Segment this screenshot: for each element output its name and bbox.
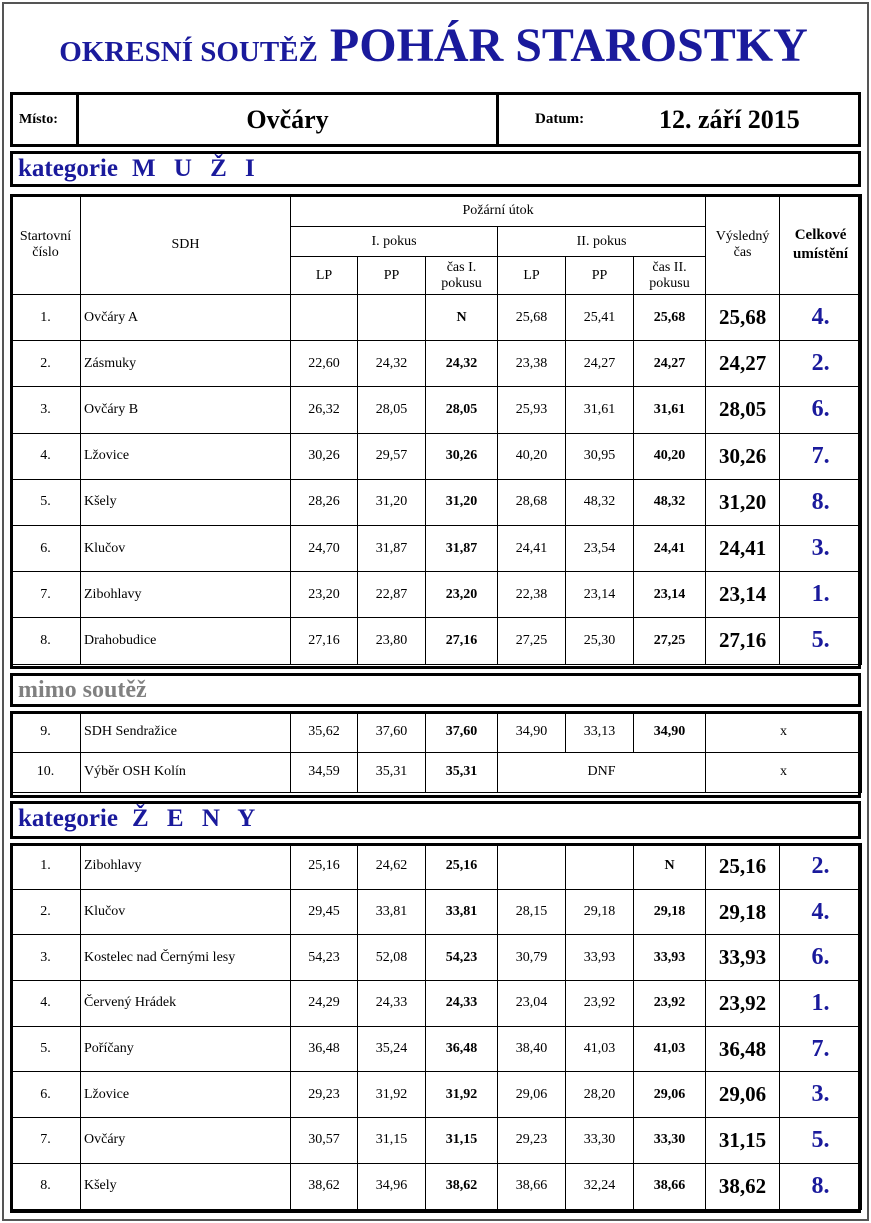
overall-rank: 8. (780, 479, 862, 525)
lp1-time: 23,20 (291, 572, 358, 618)
pp1-header: PP (358, 257, 426, 295)
pp2-time: 29,18 (566, 889, 634, 935)
pp2-time: 24,27 (566, 341, 634, 387)
attempt1-time: 27,16 (426, 618, 498, 664)
start-number: 8. (11, 618, 81, 664)
overall-rank: 4. (780, 295, 862, 341)
attempt1-time: 31,87 (426, 525, 498, 571)
pp2-header: PP (566, 257, 634, 295)
pp1-time: 33,81 (358, 889, 426, 935)
place-value: Ovčáry (79, 95, 499, 144)
lp2-time: 29,23 (498, 1118, 566, 1164)
attempt1-time: 24,33 (426, 981, 498, 1027)
team-name: Drahobudice (81, 618, 291, 664)
title-main: POHÁR STAROSTKY (329, 19, 808, 72)
result-time: 23,92 (706, 981, 780, 1027)
pp1-time: 35,31 (358, 752, 426, 793)
pp1-time (358, 295, 426, 341)
attempt2-status: DNF (498, 752, 706, 793)
lp1-time: 38,62 (291, 1163, 358, 1209)
attempt1-time: 38,62 (426, 1163, 498, 1209)
pp1-time: 23,80 (358, 618, 426, 664)
start-number: 5. (11, 1026, 81, 1072)
overall-rank: 8. (780, 1163, 862, 1209)
time1-header: čas I. pokusu (426, 257, 498, 295)
overall-rank: 3. (780, 1072, 862, 1118)
attempt1-time: 37,60 (426, 712, 498, 753)
result-time: 24,27 (706, 341, 780, 387)
lp2-time: 30,79 (498, 935, 566, 981)
overall-rank: 2. (780, 844, 862, 890)
team-name: SDH Sendražice (81, 712, 291, 753)
table-row (11, 295, 862, 341)
attempt2-time: 31,61 (634, 387, 706, 433)
overall-rank: 4. (780, 889, 862, 935)
lp2-time: 27,25 (498, 618, 566, 664)
team-name: Zibohlavy (81, 572, 291, 618)
result-time: 28,05 (706, 387, 780, 433)
attempt2-time: 48,32 (634, 479, 706, 525)
lp2-time: 25,68 (498, 295, 566, 341)
team-name: Ovčáry A (81, 295, 291, 341)
attempt1-time: 30,26 (426, 433, 498, 479)
table-row (11, 935, 862, 981)
lp1-header: LP (291, 257, 358, 295)
date-value: 12. září 2015 (659, 104, 800, 134)
start-number-header: Startovní číslo (11, 195, 81, 295)
pp1-time: 29,57 (358, 433, 426, 479)
category-name: M U Ž I (131, 155, 261, 182)
overall-rank: 7. (780, 1026, 862, 1072)
lp1-time: 30,57 (291, 1118, 358, 1164)
pp2-time: 25,30 (566, 618, 634, 664)
pp1-time: 34,96 (358, 1163, 426, 1209)
table-row (11, 889, 862, 935)
overall-rank: 6. (780, 935, 862, 981)
table-row (11, 572, 862, 618)
team-name: Lžovice (81, 1072, 291, 1118)
result-header: Výsledný čas (706, 195, 780, 295)
outside-competition-bar: mimo soutěž (10, 673, 861, 707)
attempt2-time: 25,68 (634, 295, 706, 341)
start-number: 7. (11, 1118, 81, 1164)
category-men-bar (10, 151, 861, 187)
result-time: x (706, 712, 862, 753)
pp2-time: 48,32 (566, 479, 634, 525)
pp2-time: 25,41 (566, 295, 634, 341)
lp1-time: 24,29 (291, 981, 358, 1027)
lp2-time: 24,41 (498, 525, 566, 571)
time2-header: čas II. pokusu (634, 257, 706, 295)
lp1-time: 26,32 (291, 387, 358, 433)
pp2-time: 23,54 (566, 525, 634, 571)
result-time: 29,06 (706, 1072, 780, 1118)
result-time: x (706, 752, 862, 793)
lp2-time: 23,04 (498, 981, 566, 1027)
overall-rank: 2. (780, 341, 862, 387)
pp1-time: 37,60 (358, 712, 426, 753)
team-name: Výběr OSH Kolín (81, 752, 291, 793)
table-row (11, 341, 862, 387)
table-row (11, 525, 862, 571)
lp1-time: 34,59 (291, 752, 358, 793)
start-number: 2. (11, 341, 81, 387)
lp2-time: 25,93 (498, 387, 566, 433)
result-time: 27,16 (706, 618, 780, 664)
start-number: 4. (11, 981, 81, 1027)
lp2-time: 40,20 (498, 433, 566, 479)
lp1-time: 25,16 (291, 844, 358, 890)
team-name: Zásmuky (81, 341, 291, 387)
attempt1-time: 31,15 (426, 1118, 498, 1164)
start-number: 9. (11, 712, 81, 753)
table-row (11, 1118, 862, 1164)
attempt2-time: 24,27 (634, 341, 706, 387)
overall-rank: 3. (780, 525, 862, 571)
attempt2-time: 29,18 (634, 889, 706, 935)
attempt2-time: 38,66 (634, 1163, 706, 1209)
outside-table (10, 711, 862, 793)
lp1-time: 36,48 (291, 1026, 358, 1072)
start-number: 6. (11, 1072, 81, 1118)
pp1-time: 52,08 (358, 935, 426, 981)
table-row (11, 1072, 862, 1118)
category-women-bar (10, 801, 861, 839)
lp1-time: 30,26 (291, 433, 358, 479)
lp1-time: 22,60 (291, 341, 358, 387)
result-time: 30,26 (706, 433, 780, 479)
team-name: Ovčáry B (81, 387, 291, 433)
overall-rank: 5. (780, 618, 862, 664)
date-label: Datum: (535, 111, 585, 127)
pp2-time: 33,93 (566, 935, 634, 981)
pp2-time: 30,95 (566, 433, 634, 479)
attempt1-time: 33,81 (426, 889, 498, 935)
pp1-time: 31,87 (358, 525, 426, 571)
table-row (11, 387, 862, 433)
attempt1-time: 31,92 (426, 1072, 498, 1118)
lp1-time (291, 295, 358, 341)
pp2-time: 32,24 (566, 1163, 634, 1209)
overall-rank: 5. (780, 1118, 862, 1164)
pp1-time: 24,62 (358, 844, 426, 890)
team-name: Červený Hrádek (81, 981, 291, 1027)
pp2-time: 23,14 (566, 572, 634, 618)
attempt2-time: 34,90 (634, 712, 706, 753)
start-number: 4. (11, 433, 81, 479)
title-prefix: OKRESNÍ SOUTĚŽ (59, 36, 318, 68)
pp2-time: 23,92 (566, 981, 634, 1027)
lp1-time: 29,45 (291, 889, 358, 935)
pp2-time: 28,20 (566, 1072, 634, 1118)
lp2-time: 38,40 (498, 1026, 566, 1072)
table-row (11, 752, 862, 793)
pp1-time: 24,33 (358, 981, 426, 1027)
attempt2-time: 29,06 (634, 1072, 706, 1118)
pp1-time: 31,20 (358, 479, 426, 525)
pp1-time: 35,24 (358, 1026, 426, 1072)
lp2-time: 29,06 (498, 1072, 566, 1118)
category-label: kategorie (18, 805, 118, 832)
overall-rank: 1. (780, 981, 862, 1027)
attempt2-time: 23,92 (634, 981, 706, 1027)
overall-rank: 7. (780, 433, 862, 479)
attempt1-time: N (426, 295, 498, 341)
rank-header: Celkové umístění (780, 195, 862, 295)
lp1-time: 29,23 (291, 1072, 358, 1118)
start-number: 5. (11, 479, 81, 525)
start-number: 6. (11, 525, 81, 571)
place-label: Místo: (13, 95, 79, 144)
women-table (10, 843, 862, 1210)
table-row (11, 844, 862, 890)
pp2-time: 31,61 (566, 387, 634, 433)
sdh-header: SDH (81, 195, 291, 295)
result-time: 36,48 (706, 1026, 780, 1072)
result-time: 24,41 (706, 525, 780, 571)
attempt1-time: 35,31 (426, 752, 498, 793)
result-time: 31,15 (706, 1118, 780, 1164)
pp2-time: 33,30 (566, 1118, 634, 1164)
pp2-time: 33,13 (566, 712, 634, 753)
attempt1-header: I. pokus (291, 227, 498, 257)
pp2-time: 41,03 (566, 1026, 634, 1072)
attempt1-time: 28,05 (426, 387, 498, 433)
info-bar (10, 92, 861, 147)
result-time: 38,62 (706, 1163, 780, 1209)
team-name: Klučov (81, 889, 291, 935)
lp2-time: 28,15 (498, 889, 566, 935)
attempt1-time: 23,20 (426, 572, 498, 618)
team-name: Ovčáry (81, 1118, 291, 1164)
lp2-time (498, 844, 566, 890)
lp2-time: 23,38 (498, 341, 566, 387)
pp1-time: 28,05 (358, 387, 426, 433)
lp1-time: 24,70 (291, 525, 358, 571)
page-title (0, 18, 867, 73)
pp2-time (566, 844, 634, 890)
attempt2-time: 41,03 (634, 1026, 706, 1072)
result-time: 29,18 (706, 889, 780, 935)
attempt2-time: 24,41 (634, 525, 706, 571)
start-number: 3. (11, 935, 81, 981)
lp2-header: LP (498, 257, 566, 295)
attempt2-time: 27,25 (634, 618, 706, 664)
overall-rank: 6. (780, 387, 862, 433)
attempt1-time: 31,20 (426, 479, 498, 525)
team-name: Poříčany (81, 1026, 291, 1072)
attempt1-time: 36,48 (426, 1026, 498, 1072)
table-row (11, 618, 862, 664)
start-number: 1. (11, 844, 81, 890)
start-number: 10. (11, 752, 81, 793)
attempt2-time: N (634, 844, 706, 890)
table-row (11, 1163, 862, 1209)
men-table (10, 194, 862, 665)
overall-rank: 1. (780, 572, 862, 618)
category-name: Ž E N Y (131, 805, 262, 832)
start-number: 2. (11, 889, 81, 935)
lp1-time: 28,26 (291, 479, 358, 525)
team-name: Lžovice (81, 433, 291, 479)
team-name: Kostelec nad Černými lesy (81, 935, 291, 981)
attempt1-time: 24,32 (426, 341, 498, 387)
result-time: 31,20 (706, 479, 780, 525)
table-row (11, 712, 862, 753)
attempt1-time: 25,16 (426, 844, 498, 890)
pp1-time: 31,15 (358, 1118, 426, 1164)
team-name: Kšely (81, 479, 291, 525)
attempt2-time: 33,30 (634, 1118, 706, 1164)
lp1-time: 27,16 (291, 618, 358, 664)
attempt1-time: 54,23 (426, 935, 498, 981)
attempt2-time: 40,20 (634, 433, 706, 479)
lp1-time: 35,62 (291, 712, 358, 753)
start-number: 1. (11, 295, 81, 341)
start-number: 8. (11, 1163, 81, 1209)
start-number: 7. (11, 572, 81, 618)
lp1-time: 54,23 (291, 935, 358, 981)
attack-header: Požární útok (291, 195, 706, 227)
table-row (11, 1026, 862, 1072)
lp2-time: 28,68 (498, 479, 566, 525)
team-name: Klučov (81, 525, 291, 571)
table-row (11, 981, 862, 1027)
category-label: kategorie (18, 155, 118, 182)
attempt2-time: 23,14 (634, 572, 706, 618)
lp2-time: 34,90 (498, 712, 566, 753)
result-time: 25,16 (706, 844, 780, 890)
pp1-time: 31,92 (358, 1072, 426, 1118)
result-time: 23,14 (706, 572, 780, 618)
pp1-time: 22,87 (358, 572, 426, 618)
table-row (11, 433, 862, 479)
team-name: Zibohlavy (81, 844, 291, 890)
lp2-time: 22,38 (498, 572, 566, 618)
lp2-time: 38,66 (498, 1163, 566, 1209)
team-name: Kšely (81, 1163, 291, 1209)
start-number: 3. (11, 387, 81, 433)
table-row (11, 479, 862, 525)
attempt2-time: 33,93 (634, 935, 706, 981)
pp1-time: 24,32 (358, 341, 426, 387)
attempt2-header: II. pokus (498, 227, 706, 257)
result-time: 33,93 (706, 935, 780, 981)
result-time: 25,68 (706, 295, 780, 341)
